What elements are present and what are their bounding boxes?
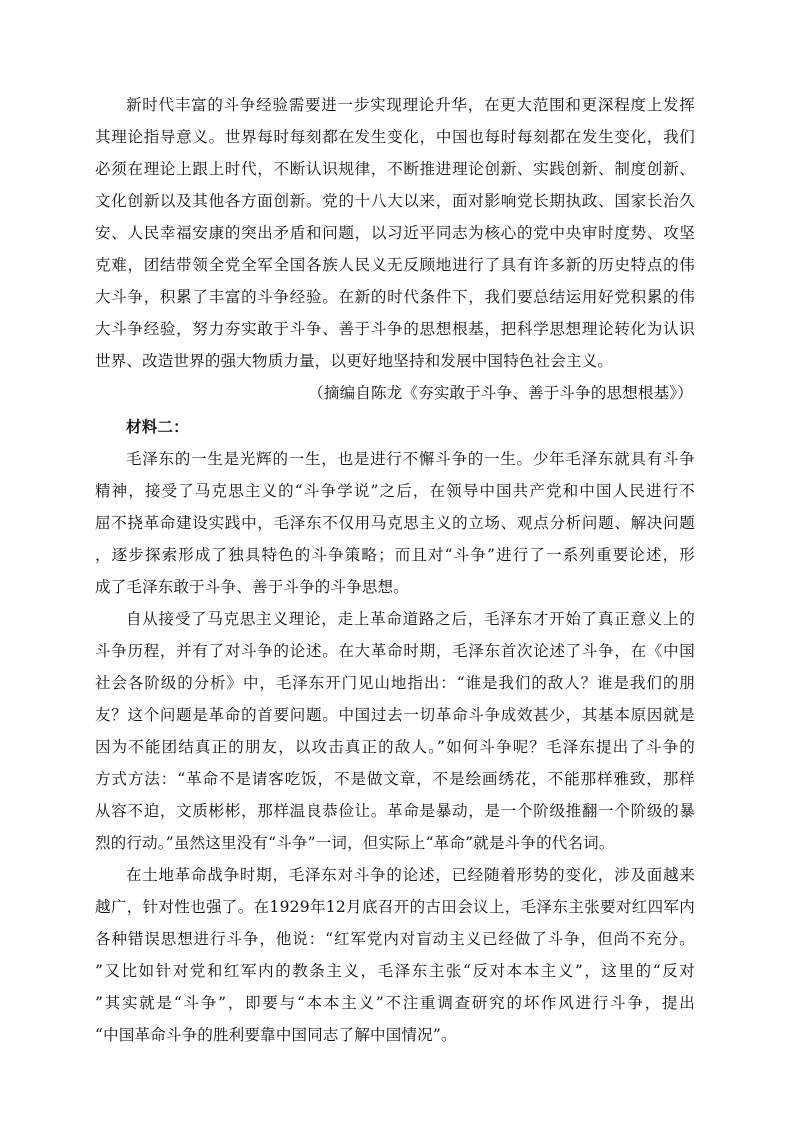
paragraph-3-line-2: 斗争历程，并有了对斗争的论述。在大革命时期，毛泽东首次论述了斗争，在《中国 [95, 642, 695, 660]
source-citation-1: （摘编自陈龙《夯实敢于斗争、善于斗争的思想根基》） [308, 384, 693, 402]
paragraph-2-line-2: 精神，接受了马克思主义的“斗争学说”之后，在领导中国共产党和中国人民进行不 [95, 482, 695, 500]
paragraph-4-line-4: ”又比如针对党和红军内的教条主义，毛泽东主张“反对本本主义”，这里的“反对 [95, 962, 695, 980]
document-body [95, 89, 695, 1051]
paragraph-4-line-2: 越广，针对性也强了。在1929年12月底召开的古田会议上，毛泽东主张要对红四军内 [95, 898, 695, 916]
paragraph-1-line-7: 大斗争，积累了丰富的斗争经验。在新的时代条件下，我们要总结运用好党积累的伟 [95, 288, 695, 306]
paragraph-3-line-1: 自从接受了马克思主义理论，走上革命道路之后，毛泽东才开始了真正意义上的 [126, 610, 695, 628]
paragraph-3-line-5: 因为不能团结真正的朋友，以攻击真正的敌人。”如何斗争呢？毛泽东提出了斗争的 [95, 738, 695, 756]
paragraph-4-line-5: ”其实就是“斗争”，即要与“本本主义”不注重调查研究的坏作风进行斗争，提出 [95, 994, 695, 1012]
paragraph-3-line-8: 烈的行动。”虽然这里没有“斗争”一词，但实际上“革命”就是斗争的代名词。 [95, 834, 615, 852]
paragraph-3-line-7: 从容不迫，文质彬彬，那样温良恭俭让。革命是暴动，是一个阶级推翻一个阶级的暴 [95, 802, 695, 820]
paragraph-2-line-4: ，逐步探索形成了独具特色的斗争策略；而且对“斗争”进行了一系列重要论述，形 [95, 546, 695, 564]
paragraph-1-line-9: 世界、改造世界的强大物质力量，以更好地坚持和发展中国特色社会主义。 [95, 352, 614, 370]
paragraph-1-line-8: 大斗争经验，努力夯实敢于斗争、善于斗争的思想根基，把科学思想理论转化为认识 [95, 320, 695, 338]
paragraph-2-line-5: 成了毛泽东敢于斗争、善于斗争的斗争思想。 [95, 578, 410, 596]
paragraph-2-line-1: 毛泽东的一生是光辉的一生，也是进行不懈斗争的一生。少年毛泽东就具有斗争 [126, 450, 695, 468]
paragraph-3-line-4: 友？这个问题是革命的首要问题。中国过去一切革命斗争成效甚少，其基本原因就是 [95, 706, 695, 724]
paragraph-1-line-2: 其理论指导意义。世界每时每刻都在发生变化，中国也每时每刻都在发生变化，我们 [95, 128, 695, 146]
paragraph-4-line-3: 各种错误思想进行斗争，他说：“红军党内对盲动主义已经做了斗争，但尚不充分。 [95, 930, 695, 948]
paragraph-1-line-5: 安、人民幸福安康的突出矛盾和问题，以习近平同志为核心的党中央审时度势、攻坚 [95, 224, 695, 242]
paragraph-3-line-6: 方式方法：“革命不是请客吃饭，不是做文章，不是绘画绣花，不能那样雅致，那样 [95, 770, 695, 788]
paragraph-4-line-6: “中国革命斗争的胜利要靠中国同志了解中国情况”。 [95, 1026, 457, 1044]
paragraph-3-line-3: 社会各阶级的分析》中，毛泽东开门见山地指出：“谁是我们的敌人？谁是我们的朋 [95, 674, 695, 692]
paragraph-1-line-6: 克难，团结带领全党全军全国各族人民义无反顾地进行了具有许多新的历史特点的伟 [95, 256, 695, 274]
paragraph-1-line-3: 必须在理论上跟上时代，不断认识规律，不断推进理论创新、实践创新、制度创新、 [95, 160, 695, 178]
paragraph-1-line-4: 文化创新以及其他各方面创新。党的十八大以来，面对影响党长期执政、国家长治久 [95, 192, 695, 210]
paragraph-1-line-1: 新时代丰富的斗争经验需要进一步实现理论升华，在更大范围和更深程度上发挥 [126, 96, 695, 114]
paragraph-4-line-1: 在土地革命战争时期，毛泽东对斗争的论述，已经随着形势的变化，涉及面越来 [126, 866, 695, 884]
paragraph-2-line-3: 屈不挠革命建设实践中，毛泽东不仅用马克思主义的立场、观点分析问题、解决问题 [95, 514, 695, 532]
section-heading-material-2: 材料二： [126, 417, 189, 436]
